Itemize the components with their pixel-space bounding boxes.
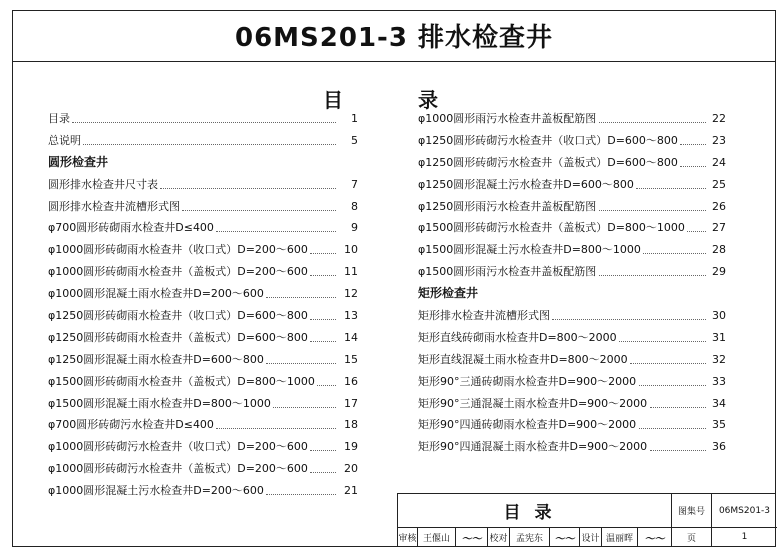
toc-entry-label: φ1500圆形雨污水检查井盖板配筋图 xyxy=(418,265,597,279)
toc-entry xyxy=(418,349,730,371)
toc-entry-page: 25 xyxy=(712,177,726,191)
toc-leader-dots xyxy=(182,210,336,211)
toc-entry-page: 36 xyxy=(712,440,726,454)
toc-entry xyxy=(48,261,358,283)
toc-entry xyxy=(48,305,358,327)
toc-entry-page: 29 xyxy=(712,265,726,279)
toc-leader-dots xyxy=(266,363,336,364)
toc-leader-dots xyxy=(680,166,706,167)
toc-entry-label: φ1500圆形混凝土雨水检查井D=800～1000 xyxy=(48,396,271,410)
toc-entry-label: φ1250圆形砖砌雨水检查井（盖板式）D=600～800 xyxy=(48,330,308,344)
toc-entry-page: 26 xyxy=(712,199,726,213)
toc-entry-page: 19 xyxy=(344,440,358,454)
title-block xyxy=(397,493,776,547)
toc-entry-label: 总说明 xyxy=(48,133,81,147)
toc-entry xyxy=(48,239,358,261)
design-label: 设计 xyxy=(580,528,602,546)
toc-leader-dots xyxy=(72,122,336,123)
toc-entry-page: 32 xyxy=(712,352,726,366)
toc-heading-left: 目 xyxy=(323,88,343,112)
toc-entry xyxy=(48,108,358,130)
toc-entry-page: 17 xyxy=(344,396,358,410)
toc-entry-label: φ1000圆形砖砌雨水检查井（盖板式）D=200～600 xyxy=(48,265,308,279)
toc-entry xyxy=(48,327,358,349)
toc-leader-dots xyxy=(650,450,706,451)
toc-entry-label: 矩形90°三通砖砌雨水检查井D=900～2000 xyxy=(418,374,637,388)
toc-entry-page: 16 xyxy=(344,374,358,388)
toc-section-heading xyxy=(418,283,730,305)
checker-name: 孟宪东 xyxy=(510,528,550,546)
toc-leader-dots xyxy=(266,297,336,298)
toc-entry-label: φ1250圆形砖砌雨水检查井（收口式）D=600～800 xyxy=(48,309,308,323)
toc-leader-dots xyxy=(552,319,706,320)
toc-entry-label: φ1500圆形砖砌雨水检查井（盖板式）D=800～1000 xyxy=(48,374,315,388)
toc-entry-page: 24 xyxy=(712,155,726,169)
toc-entry-page: 28 xyxy=(712,243,726,257)
toc-entry xyxy=(48,414,358,436)
toc-entry xyxy=(48,371,358,393)
toc-entry-label: φ1250圆形砖砌污水检查井（收口式）D=600～800 xyxy=(418,133,678,147)
toc-entry-page: 8 xyxy=(351,199,358,213)
toc-entry xyxy=(48,217,358,239)
toc-entry-page: 31 xyxy=(712,330,726,344)
toc-entry-page: 7 xyxy=(351,177,358,191)
toc-leader-dots xyxy=(266,494,336,495)
toc-leader-dots xyxy=(310,472,336,473)
toc-entry xyxy=(48,480,358,502)
toc-entry-label: 矩形90°三通混凝土雨水检查井D=900～2000 xyxy=(418,396,648,410)
toc-entry-label: φ1000圆形砖砌雨水检查井（收口式）D=200～600 xyxy=(48,243,308,257)
toc-leader-dots xyxy=(639,428,706,429)
toc-entry-label: 矩形直线砖砌雨水检查井D=800～2000 xyxy=(418,330,617,344)
toc-entry xyxy=(48,393,358,415)
toc-entry-label: 圆形排水检查井流槽形式图 xyxy=(48,199,180,213)
toc-entry xyxy=(48,458,358,480)
toc-leader-dots xyxy=(643,253,706,254)
toc-entry-label: 矩形排水检查井流槽形式图 xyxy=(418,309,550,323)
toc-entry xyxy=(418,130,730,152)
toc-entry-label: φ1250圆形砖砌污水检查井（盖板式）D=600～800 xyxy=(418,155,678,169)
reviewer-signature: 〜〜 xyxy=(456,528,488,546)
toc-entry-page: 15 xyxy=(344,352,358,366)
toc-entry-page: 22 xyxy=(712,112,726,125)
atlas-value: 06MS201-3 xyxy=(712,494,777,528)
toc-entry-page: 1 xyxy=(351,112,358,125)
toc-entry-page: 9 xyxy=(351,221,358,235)
toc-entry-label: φ1250圆形混凝土雨水检查井D=600～800 xyxy=(48,352,264,366)
toc-entry-page: 5 xyxy=(351,133,358,147)
toc-leader-dots xyxy=(680,144,706,145)
page-label: 页 xyxy=(672,528,712,546)
designer-name: 温丽晖 xyxy=(602,528,638,546)
toc-leader-dots xyxy=(310,275,336,276)
toc-entry-page: 30 xyxy=(712,309,726,323)
toc-leader-dots xyxy=(639,385,706,386)
reviewer-name: 王偃山 xyxy=(418,528,456,546)
toc-leader-dots xyxy=(216,231,336,232)
toc-entry-label: φ1000圆形砖砌污水检查井（盖板式）D=200～600 xyxy=(48,462,308,476)
toc-entry-label: φ1500圆形混凝土污水检查井D=800～1000 xyxy=(418,243,641,257)
atlas-label: 图集号 xyxy=(672,494,712,528)
toc-entry-label: 矩形检查井 xyxy=(418,286,479,301)
toc-leader-dots xyxy=(317,385,336,386)
toc-entry xyxy=(48,174,358,196)
toc-entry-label: φ1000圆形混凝土污水检查井D=200～600 xyxy=(48,484,264,498)
toc-entry xyxy=(418,327,730,349)
toc-leader-dots xyxy=(619,341,706,342)
review-label: 审核 xyxy=(398,528,418,546)
toc-entry-page: 35 xyxy=(712,418,726,432)
toc-leader-dots xyxy=(599,210,706,211)
toc-right-column xyxy=(418,108,730,458)
toc-entry-page: 20 xyxy=(344,462,358,476)
toc-entry-page: 23 xyxy=(712,133,726,147)
toc-entry-page: 14 xyxy=(344,330,358,344)
toc-heading-right: 录 xyxy=(418,88,438,112)
toc-entry xyxy=(48,196,358,218)
toc-entry-label: φ700圆形砖砌雨水检查井D≤400 xyxy=(48,221,214,235)
toc-leader-dots xyxy=(310,450,336,451)
toc-entry-label: φ1250圆形雨污水检查井盖板配筋图 xyxy=(418,199,597,213)
toc-leader-dots xyxy=(310,319,336,320)
toc-leader-dots xyxy=(650,407,706,408)
toc-entry xyxy=(48,436,358,458)
toc-leader-dots xyxy=(636,188,706,189)
toc-leader-dots xyxy=(310,341,336,342)
toc-entry-label: 圆形检查井 xyxy=(48,154,109,169)
toc-entry-page: 11 xyxy=(344,265,358,279)
toc-left-column xyxy=(48,108,358,502)
toc-entry xyxy=(418,414,730,436)
designer-signature: 〜〜 xyxy=(638,528,672,546)
toc-entry-label: 目录 xyxy=(48,112,70,125)
toc-entry xyxy=(418,239,730,261)
toc-entry-page: 12 xyxy=(344,287,358,301)
toc-entry-label: φ1500圆形砖砌污水检查井（盖板式）D=800～1000 xyxy=(418,221,685,235)
toc-section-heading xyxy=(48,152,358,174)
toc-leader-dots xyxy=(599,275,706,276)
toc-entry-label: φ1000圆形混凝土雨水检查井D=200～600 xyxy=(48,287,264,301)
toc-entry-page: 21 xyxy=(344,484,358,498)
toc-entry xyxy=(418,196,730,218)
toc-leader-dots xyxy=(599,122,706,123)
toc-entry-label: 矩形直线混凝土雨水检查井D=800～2000 xyxy=(418,352,628,366)
toc-leader-dots xyxy=(83,144,336,145)
toc-leader-dots xyxy=(160,188,336,189)
toc-entry-page: 13 xyxy=(344,309,358,323)
signature-row xyxy=(398,528,672,546)
toc-entry-page: 18 xyxy=(344,418,358,432)
toc-leader-dots xyxy=(273,407,336,408)
toc-entry-label: φ1000圆形雨污水检查井盖板配筋图 xyxy=(418,112,597,125)
toc-entry-label: 矩形90°四通砖砌雨水检查井D=900～2000 xyxy=(418,418,637,432)
toc-entry-label: φ700圆形砖砌污水检查井D≤400 xyxy=(48,418,214,432)
toc-leader-dots xyxy=(216,428,336,429)
toc-entry xyxy=(48,349,358,371)
toc-entry-page: 34 xyxy=(712,396,726,410)
toc-entry xyxy=(418,436,730,458)
toc-entry-label: 矩形90°四通混凝土雨水检查井D=900～2000 xyxy=(418,440,648,454)
check-label: 校对 xyxy=(488,528,510,546)
toc-entry-page: 27 xyxy=(712,221,726,235)
toc-leader-dots xyxy=(310,253,336,254)
toc-entry xyxy=(418,108,730,130)
toc-entry xyxy=(418,152,730,174)
toc-entry xyxy=(418,305,730,327)
page-value: 1 xyxy=(741,532,748,542)
toc-entry-label: φ1000圆形砖砌污水检查井（收口式）D=200～600 xyxy=(48,440,308,454)
toc-entry xyxy=(418,371,730,393)
toc-entry-page: 33 xyxy=(712,374,726,388)
toc-entry xyxy=(418,393,730,415)
toc-entry xyxy=(48,130,358,152)
toc-entry xyxy=(418,174,730,196)
page-title: 06MS201-3 排水检查井 xyxy=(12,10,776,62)
title-block-name: 目录 xyxy=(398,494,672,528)
toc-entry xyxy=(418,261,730,283)
checker-signature: 〜〜 xyxy=(550,528,580,546)
toc-entry xyxy=(48,283,358,305)
toc-entry-page: 10 xyxy=(344,243,358,257)
toc-entry-label: 圆形排水检查井尺寸表 xyxy=(48,177,158,191)
toc-leader-dots xyxy=(630,363,706,364)
toc-leader-dots xyxy=(687,231,706,232)
toc-entry-label: φ1250圆形混凝土污水检查井D=600～800 xyxy=(418,177,634,191)
toc-entry xyxy=(418,217,730,239)
